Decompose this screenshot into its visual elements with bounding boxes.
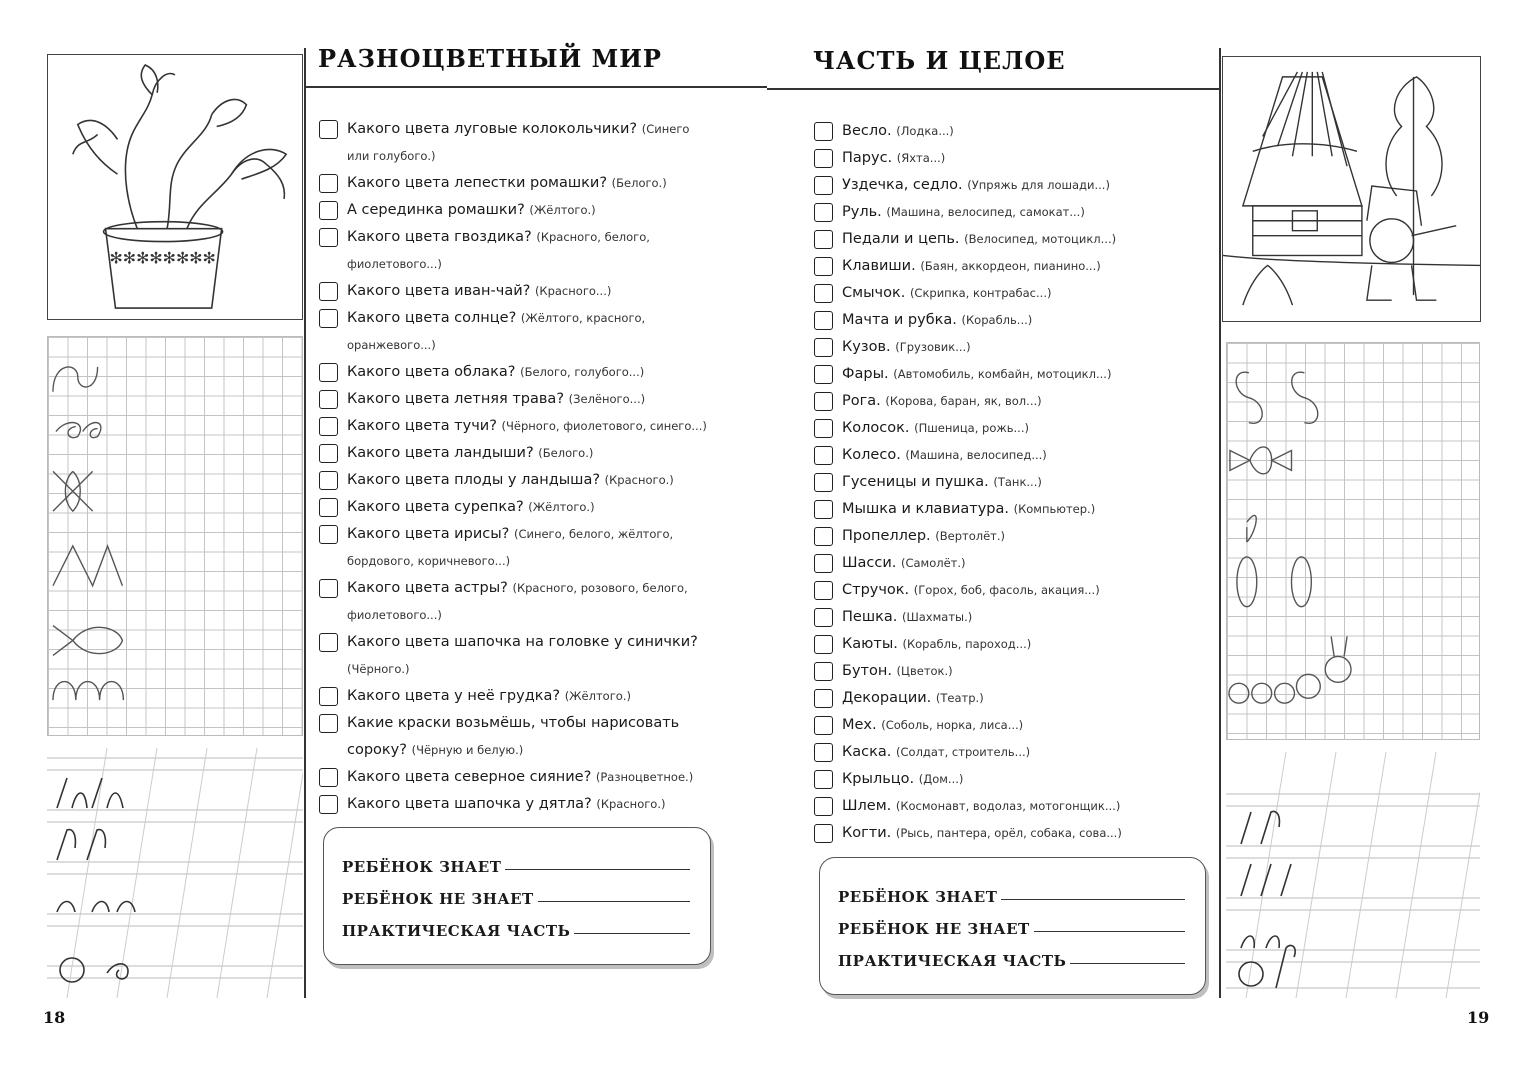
cursive-practice-icon — [47, 748, 303, 998]
question-label: Шасси. — [842, 555, 897, 571]
question-label: Какого цвета иван-чай? — [347, 283, 531, 299]
page-number-left: 18 — [43, 1008, 66, 1027]
checkbox[interactable] — [319, 633, 338, 652]
question-label: Какого цвета луговые колокольчики? — [347, 121, 638, 137]
answer-hint: (Разноцветное.) — [595, 770, 694, 784]
answer-hint: (Белого.) — [611, 176, 667, 190]
right-header-rule — [767, 88, 1219, 90]
page-number-right: 19 — [1467, 1008, 1490, 1027]
question-item — [814, 604, 1214, 631]
answer-hint: (Красного, белого, фиолетового...) — [347, 230, 650, 271]
question-text — [347, 278, 714, 305]
answer-hint: (Жёлтого.) — [529, 203, 596, 217]
question-text — [842, 658, 1214, 685]
answer-hint: (Зелёного...) — [568, 392, 646, 406]
question-item — [814, 820, 1214, 847]
question-item — [814, 388, 1214, 415]
checkbox[interactable] — [814, 230, 833, 249]
question-label: Колосок. — [842, 420, 910, 436]
checkbox[interactable] — [319, 525, 338, 544]
question-item — [319, 386, 714, 413]
checkbox[interactable] — [814, 743, 833, 762]
question-item — [319, 575, 714, 629]
question-label: Пешка. — [842, 609, 898, 625]
question-label: Когти. — [842, 825, 892, 841]
checkbox[interactable] — [814, 716, 833, 735]
question-item — [319, 413, 714, 440]
question-text — [842, 496, 1214, 523]
checkbox[interactable] — [319, 795, 338, 814]
question-item — [814, 712, 1214, 739]
question-list-right — [814, 118, 1214, 847]
checkbox[interactable] — [319, 471, 338, 490]
answer-hint: (Синего или голубого.) — [347, 122, 690, 163]
question-label: Декорации. — [842, 690, 932, 706]
question-label: Какого цвета ландыши? — [347, 445, 534, 461]
question-text — [842, 604, 1214, 631]
practical-row — [838, 938, 1185, 970]
question-text — [347, 791, 714, 818]
answer-hint: (Компьютер.) — [1013, 502, 1096, 516]
not-knows-row — [838, 906, 1185, 938]
answer-hint: (Чёрного.) — [347, 662, 410, 676]
answer-hint: (Танк...) — [993, 475, 1042, 489]
checkbox[interactable] — [814, 284, 833, 303]
question-item — [814, 334, 1214, 361]
question-item — [319, 359, 714, 386]
answer-hint: (Соболь, норка, лиса...) — [881, 718, 1024, 732]
question-item — [814, 550, 1214, 577]
question-item — [814, 793, 1214, 820]
knows-label: РЕБЁНОК ЗНАЕТ — [838, 888, 998, 906]
question-item — [814, 415, 1214, 442]
checkbox[interactable] — [319, 498, 338, 517]
question-item — [814, 469, 1214, 496]
checkbox[interactable] — [814, 581, 833, 600]
question-text — [842, 712, 1214, 739]
question-label: Клавиши. — [842, 258, 916, 274]
answer-hint: (Автомобиль, комбайн, мотоцикл...) — [893, 367, 1112, 381]
answer-hint: (Корабль, пароход...) — [902, 637, 1032, 651]
question-item — [814, 766, 1214, 793]
question-label: Какого цвета ирисы? — [347, 526, 510, 542]
question-text — [842, 415, 1214, 442]
question-item — [319, 521, 714, 575]
question-text — [347, 413, 714, 440]
answer-hint: (Дом...) — [918, 772, 964, 786]
checkbox[interactable] — [814, 311, 833, 330]
question-label: Парус. — [842, 150, 893, 166]
question-text — [842, 280, 1214, 307]
knows-label: РЕБЁНОК ЗНАЕТ — [342, 858, 502, 876]
answer-hint: (Горох, боб, фасоль, акация...) — [913, 583, 1100, 597]
question-text — [842, 766, 1214, 793]
checkbox[interactable] — [319, 417, 338, 436]
question-label: Какого цвета облака? — [347, 364, 516, 380]
not-knows-underline[interactable] — [1034, 931, 1185, 932]
potted-cactus-drawing-icon — [48, 55, 302, 319]
question-item — [319, 764, 714, 791]
question-text — [842, 442, 1214, 469]
question-list-left — [319, 116, 714, 818]
question-text — [842, 739, 1214, 766]
question-text — [347, 629, 714, 683]
question-text — [842, 253, 1214, 280]
question-label: Какие краски возьмёшь, чтобы нарисовать сороку? — [347, 715, 680, 758]
question-item — [319, 278, 714, 305]
checkbox[interactable] — [814, 635, 833, 654]
question-item — [814, 307, 1214, 334]
question-text — [347, 197, 714, 224]
question-label: Какого цвета северное сияние? — [347, 769, 592, 785]
question-text — [347, 386, 714, 413]
answer-hint: (Самолёт.) — [900, 556, 966, 570]
page-title-right: ЧАСТЬ И ЦЕЛОЕ — [813, 46, 1066, 75]
checkbox[interactable] — [319, 687, 338, 706]
knows-underline[interactable] — [1001, 899, 1185, 900]
checkbox[interactable] — [814, 176, 833, 195]
practical-row — [342, 908, 690, 940]
answer-hint: (Цветок.) — [896, 664, 953, 678]
question-text — [347, 359, 714, 386]
answer-hint: (Синего, белого, жёлтого, бордового, коричневого...) — [347, 527, 674, 568]
checkbox[interactable] — [814, 527, 833, 546]
question-item — [319, 170, 714, 197]
page-title-left: РАЗНОЦВЕТНЫЙ МИР — [318, 44, 662, 73]
question-label: Кузов. — [842, 339, 891, 355]
checkbox[interactable] — [814, 446, 833, 465]
question-text — [842, 631, 1214, 658]
question-label: Мех. — [842, 717, 877, 733]
checkbox[interactable] — [319, 714, 338, 733]
answer-hint: (Грузовик...) — [895, 340, 971, 354]
handwriting-lines-left — [47, 748, 303, 998]
question-label: Каюты. — [842, 636, 898, 652]
answer-box-right — [819, 857, 1206, 995]
checkbox[interactable] — [814, 500, 833, 519]
answer-hint: (Вертолёт.) — [935, 529, 1006, 543]
left-header-rule — [305, 86, 767, 88]
checkbox[interactable] — [814, 473, 833, 492]
question-item — [319, 629, 714, 683]
answer-hint: (Корова, баран, як, вол...) — [885, 394, 1042, 408]
checkbox[interactable] — [319, 390, 338, 409]
question-text — [842, 577, 1214, 604]
question-text — [842, 334, 1214, 361]
checkbox[interactable] — [814, 797, 833, 816]
question-item — [319, 224, 714, 278]
practical-underline[interactable] — [574, 933, 690, 934]
question-text — [347, 440, 714, 467]
knows-row — [838, 874, 1185, 906]
question-item — [319, 710, 714, 764]
cursive-practice-icon-right — [1226, 752, 1480, 998]
not-knows-label: РЕБЁНОК НЕ ЗНАЕТ — [838, 920, 1030, 938]
answer-hint: (Яхта...) — [896, 151, 946, 165]
answer-hint: (Жёлтого.) — [564, 689, 631, 703]
question-label: Какого цвета гвоздика? — [347, 229, 532, 245]
question-text — [842, 361, 1214, 388]
hut-and-gnome-drawing-icon — [1223, 57, 1480, 321]
checkbox[interactable] — [319, 201, 338, 220]
answer-hint: (Шахматы.) — [901, 610, 973, 624]
question-label: Смычок. — [842, 285, 906, 301]
question-text — [347, 305, 714, 359]
checkbox[interactable] — [814, 770, 833, 789]
knows-row — [342, 844, 690, 876]
answer-hint: (Белого.) — [538, 446, 594, 460]
question-item — [319, 467, 714, 494]
checkbox[interactable] — [814, 149, 833, 168]
checkbox[interactable] — [814, 824, 833, 843]
answer-hint: (Лодка...) — [896, 124, 954, 138]
answer-hint: (Красного, розового, белого, фиолетового...) — [347, 581, 688, 622]
question-text — [842, 388, 1214, 415]
answer-hint: (Жёлтого, красного, оранжевого...) — [347, 311, 646, 352]
copy-pattern-grid-right — [1226, 342, 1480, 740]
question-label: Мачта и рубка. — [842, 312, 957, 328]
pattern-tracing-icon-right — [1227, 343, 1479, 739]
question-item — [319, 683, 714, 710]
question-label: Какого цвета шапочка у дятла? — [347, 796, 592, 812]
pattern-tracing-icon — [48, 337, 302, 735]
question-text — [347, 764, 714, 791]
question-item — [814, 199, 1214, 226]
question-item — [814, 577, 1214, 604]
question-item — [814, 253, 1214, 280]
checkbox[interactable] — [319, 579, 338, 598]
question-label: Какого цвета летняя трава? — [347, 391, 565, 407]
question-text — [347, 575, 714, 629]
question-label: Гусеницы и пушка. — [842, 474, 989, 490]
answer-hint: (Машина, велосипед...) — [905, 448, 1047, 462]
answer-hint: (Театр.) — [935, 691, 984, 705]
checkbox[interactable] — [814, 554, 833, 573]
checkbox[interactable] — [814, 419, 833, 438]
question-item — [814, 280, 1214, 307]
question-text — [842, 793, 1214, 820]
question-item — [814, 658, 1214, 685]
question-text — [842, 820, 1214, 847]
checkbox[interactable] — [319, 768, 338, 787]
checkbox[interactable] — [814, 608, 833, 627]
checkbox[interactable] — [319, 282, 338, 301]
question-item — [814, 145, 1214, 172]
question-text — [842, 469, 1214, 496]
question-item — [814, 118, 1214, 145]
answer-hint: (Велосипед, мотоцикл...) — [964, 232, 1117, 246]
checkbox[interactable] — [814, 257, 833, 276]
question-item — [319, 305, 714, 359]
checkbox[interactable] — [319, 444, 338, 463]
question-label: Фары. — [842, 366, 889, 382]
checkbox[interactable] — [319, 363, 338, 382]
answer-box-left — [323, 827, 711, 965]
practical-underline[interactable] — [1070, 963, 1185, 964]
question-label: Какого цвета астры? — [347, 580, 508, 596]
question-label: Какого цвета у неё грудка? — [347, 688, 561, 704]
checkbox[interactable] — [319, 228, 338, 247]
question-label: Какого цвета плоды у ландыша? — [347, 472, 601, 488]
question-item — [814, 685, 1214, 712]
question-text — [842, 307, 1214, 334]
answer-hint: (Красного.) — [596, 797, 666, 811]
answer-hint: (Машина, велосипед, самокат...) — [886, 205, 1085, 219]
question-label: Руль. — [842, 204, 882, 220]
svg-text:✻✻✻✻✻✻✻✻: ✻✻✻✻✻✻✻✻ — [109, 248, 216, 268]
question-item — [319, 791, 714, 818]
hut-and-gnome-picture — [1222, 56, 1481, 322]
question-text — [347, 116, 714, 170]
question-text — [842, 685, 1214, 712]
question-label: Какого цвета солнце? — [347, 310, 517, 326]
question-label: Уздечка, седло. — [842, 177, 963, 193]
question-label: Каска. — [842, 744, 892, 760]
question-label: Весло. — [842, 123, 892, 139]
checkbox[interactable] — [814, 122, 833, 141]
question-text — [842, 226, 1214, 253]
answer-hint: (Чёрного, фиолетового, синего...) — [501, 419, 707, 433]
question-text — [842, 145, 1214, 172]
question-label: Какого цвета тучи? — [347, 418, 497, 434]
question-item — [814, 172, 1214, 199]
question-item — [319, 494, 714, 521]
question-item — [814, 496, 1214, 523]
question-text — [347, 521, 714, 575]
checkbox[interactable] — [319, 174, 338, 193]
question-text — [347, 683, 714, 710]
question-item — [319, 116, 714, 170]
handwriting-lines-right — [1226, 752, 1480, 998]
question-label: Педали и цепь. — [842, 231, 960, 247]
answer-hint: (Космонавт, водолаз, мотогонщик...) — [895, 799, 1121, 813]
question-label: Какого цвета шапочка на головке у синички? — [347, 634, 698, 650]
question-item — [319, 197, 714, 224]
question-item — [814, 226, 1214, 253]
answer-hint: (Пшеница, рожь...) — [914, 421, 1029, 435]
answer-hint: (Баян, аккордеон, пианино...) — [920, 259, 1101, 273]
question-label: Пропеллер. — [842, 528, 931, 544]
question-item — [814, 739, 1214, 766]
question-label: Рога. — [842, 393, 881, 409]
not-knows-row — [342, 876, 690, 908]
not-knows-underline[interactable] — [538, 901, 690, 902]
right-vertical-rule — [1219, 48, 1221, 998]
question-item — [319, 440, 714, 467]
question-label: Крыльцо. — [842, 771, 915, 787]
question-text — [347, 467, 714, 494]
not-knows-label: РЕБЁНОК НЕ ЗНАЕТ — [342, 890, 534, 908]
question-text — [347, 170, 714, 197]
answer-hint: (Красного.) — [604, 473, 674, 487]
checkbox[interactable] — [814, 662, 833, 681]
answer-hint: (Солдат, строитель...) — [896, 745, 1031, 759]
question-label: Шлем. — [842, 798, 892, 814]
checkbox[interactable] — [814, 689, 833, 708]
checkbox[interactable] — [319, 309, 338, 328]
question-item — [814, 631, 1214, 658]
question-label: Колесо. — [842, 447, 901, 463]
question-label: Мышка и клавиатура. — [842, 501, 1010, 517]
question-item — [814, 523, 1214, 550]
answer-hint: (Чёрную и белую.) — [411, 743, 524, 757]
copy-pattern-grid-left — [47, 336, 303, 736]
checkbox[interactable] — [814, 338, 833, 357]
practical-label: ПРАКТИЧЕСКАЯ ЧАСТЬ — [838, 952, 1067, 970]
knows-underline[interactable] — [505, 869, 690, 870]
answer-hint: (Красного...) — [534, 284, 612, 298]
checkbox[interactable] — [319, 120, 338, 139]
question-text — [347, 494, 714, 521]
potted-cactus-picture — [47, 54, 303, 320]
checkbox[interactable] — [814, 392, 833, 411]
question-label: Какого цвета сурепка? — [347, 499, 524, 515]
question-item — [814, 361, 1214, 388]
answer-hint: (Рысь, пантера, орёл, собака, сова...) — [895, 826, 1122, 840]
question-text — [347, 224, 714, 278]
answer-hint: (Скрипка, контрабас...) — [909, 286, 1052, 300]
question-text — [842, 172, 1214, 199]
question-item — [814, 442, 1214, 469]
question-text — [842, 550, 1214, 577]
practical-label: ПРАКТИЧЕСКАЯ ЧАСТЬ — [342, 922, 571, 940]
question-label: Какого цвета лепестки ромашки? — [347, 175, 608, 191]
answer-hint: (Белого, голубого...) — [520, 365, 645, 379]
question-label: Стручок. — [842, 582, 910, 598]
question-label: А серединка ромашки? — [347, 202, 525, 218]
answer-hint: (Жёлтого.) — [528, 500, 595, 514]
answer-hint: (Упряжь для лошади...) — [967, 178, 1110, 192]
checkbox[interactable] — [814, 203, 833, 222]
question-text — [347, 710, 714, 764]
left-vertical-rule — [304, 48, 306, 998]
answer-hint: (Корабль...) — [961, 313, 1033, 327]
question-text — [842, 199, 1214, 226]
question-text — [842, 118, 1214, 145]
question-label: Бутон. — [842, 663, 892, 679]
question-text — [842, 523, 1214, 550]
checkbox[interactable] — [814, 365, 833, 384]
right-page — [767, 0, 1534, 1080]
